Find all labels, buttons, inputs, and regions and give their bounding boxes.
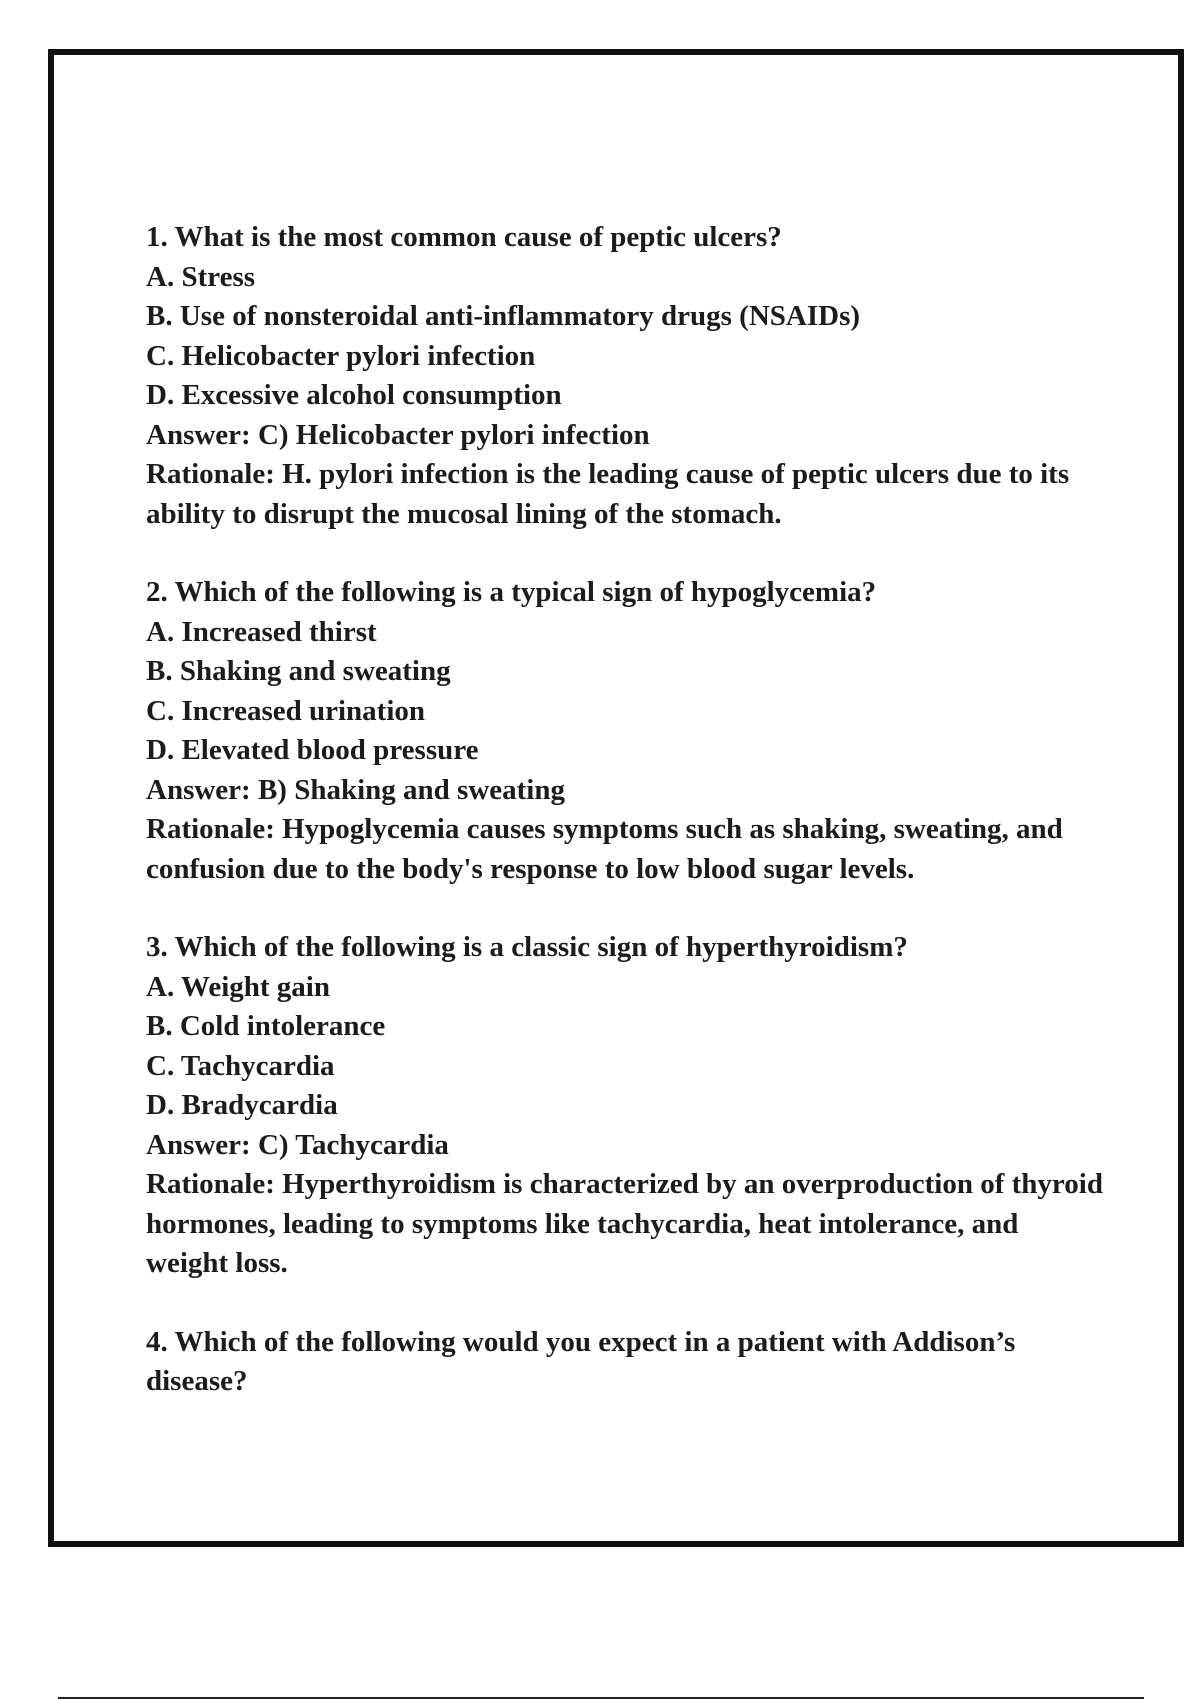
option-b: B. Use of nonsteroidal anti-inflammatory drugs (NSAIDs) [146,300,861,332]
option-c: C. Tachycardia [146,1049,335,1082]
answer: Answer: B) Shaking and sweating [146,773,565,806]
question-4 [146,1323,1106,1402]
answer: Answer: C) Tachycardia [146,1128,449,1161]
rationale: Rationale: H. pylori infection is the leading cause of peptic ulcers due to its ability to disrupt the mucosal lining of the stomach. [146,458,1070,530]
rationale: Rationale: Hyperthyroidism is characterized by an overproduction of thyroid hormones, leading to symptoms like tachycardia, heat intolerance, and weight loss. [146,1168,1103,1279]
option-c: C. Helicobacter pylori infection [146,339,536,372]
option-a: A. Weight gain [146,970,330,1003]
answer: Answer: C) Helicobacter pylori infection [146,418,650,451]
footer-divider [58,1697,1144,1699]
rationale: Rationale: Hypoglycemia causes symptoms such as shaking, sweating, and confusion due to the body's response to low blood sugar levels. [146,813,1063,885]
option-d: D. Excessive alcohol consumption [146,379,562,411]
question-2 [146,573,1106,889]
option-b: B. Cold intolerance [146,1010,386,1042]
question-1 [146,218,1106,534]
question-3 [146,928,1106,1284]
option-d: D. Elevated blood pressure [146,734,479,766]
question-stem: 1. What is the most common cause of peptic ulcers? [146,221,782,253]
option-a: A. Stress [146,260,256,293]
question-stem: 3. Which of the following is a classic sign of hyperthyroidism? [146,931,908,963]
option-a: A. Increased thirst [146,615,377,648]
question-list [146,218,1106,1402]
option-d: D. Bradycardia [146,1089,338,1121]
option-c: C. Increased urination [146,694,426,727]
question-stem: 4. Which of the following would you expect in a patient with Addison’s disease? [146,1325,1016,1397]
option-b: B. Shaking and sweating [146,655,451,687]
question-stem: 2. Which of the following is a typical sign of hypoglycemia? [146,576,877,608]
